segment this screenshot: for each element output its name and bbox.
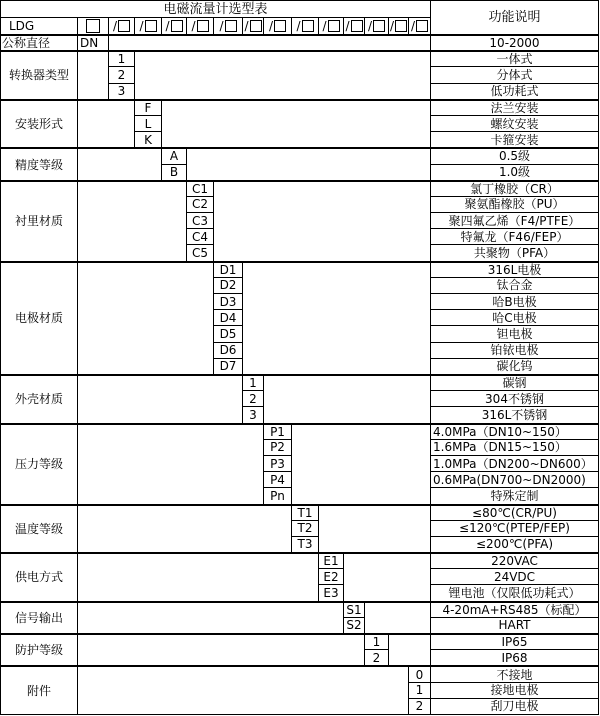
empty-cell <box>78 424 264 505</box>
empty-cell <box>78 666 409 715</box>
description-cell: ≤80℃(CR/PU) <box>431 505 599 521</box>
code-cell: 2 <box>365 650 389 666</box>
description-cell: ≤120℃(PTEP/FEP) <box>431 521 599 537</box>
description-cell: ≤200℃(PFA) <box>431 537 599 553</box>
description-cell: 316L电极 <box>431 262 599 278</box>
code-box-icon <box>171 20 183 32</box>
code-placeholder: / <box>389 18 409 35</box>
code-cell: 3 <box>243 407 264 423</box>
empty-cell <box>243 262 431 375</box>
code-box-icon <box>145 20 157 32</box>
code-box-icon <box>395 20 407 32</box>
description-cell: 卡箍安装 <box>431 132 599 148</box>
code-box-icon <box>328 20 340 32</box>
code-cell: D3 <box>214 294 243 310</box>
code-box-icon <box>250 20 262 32</box>
code-cell: P3 <box>264 456 292 472</box>
code-placeholder: / <box>187 18 214 35</box>
description-cell: 4.0MPa（DN10~150） <box>431 424 599 440</box>
code-cell: D7 <box>214 359 243 375</box>
description-cell: 钽电极 <box>431 326 599 342</box>
description-cell: 一体式 <box>431 51 599 67</box>
description-cell: 哈C电极 <box>431 310 599 326</box>
description-cell: 4-20mA+RS485（标配） <box>431 602 599 618</box>
code-cell: 0 <box>409 666 431 682</box>
code-placeholder: / <box>409 18 431 35</box>
code-box-icon <box>86 19 100 33</box>
code-cell: D6 <box>214 343 243 359</box>
empty-cell <box>78 51 109 100</box>
description-cell: 10-2000 <box>431 35 599 51</box>
empty-cell <box>389 634 431 666</box>
code-box-icon <box>351 20 363 32</box>
category-label: 电极材质 <box>1 262 78 375</box>
code-cell: B <box>162 165 187 181</box>
code-cell: D1 <box>214 262 243 278</box>
code-placeholder: / <box>214 18 243 35</box>
empty-cell <box>78 602 344 634</box>
code-cell: P2 <box>264 440 292 456</box>
description-cell: 锂电池（仅限低功耗式） <box>431 585 599 601</box>
description-cell: 1.6MPa（DN15~150） <box>431 440 599 456</box>
empty-cell <box>162 100 431 149</box>
description-cell: 碳化钨 <box>431 359 599 375</box>
description-cell: 共聚物（PFA） <box>431 245 599 261</box>
empty-cell <box>319 505 431 554</box>
description-cell: 分体式 <box>431 67 599 83</box>
code-placeholder: / <box>264 18 292 35</box>
description-cell: 特殊定制 <box>431 488 599 504</box>
empty-cell <box>78 553 319 602</box>
description-cell: 0.6MPa(DN700~DN2000) <box>431 472 599 488</box>
empty-cell <box>78 375 243 424</box>
empty-cell <box>109 35 431 51</box>
code-box-icon <box>225 20 237 32</box>
empty-cell <box>344 553 431 602</box>
code-cell: C2 <box>187 197 214 213</box>
code-placeholder: / <box>243 18 264 35</box>
code-box-icon <box>416 20 428 32</box>
code-cell: P4 <box>264 472 292 488</box>
code-cell: C5 <box>187 245 214 261</box>
model-code-cell <box>78 18 109 35</box>
description-cell: 304不锈钢 <box>431 391 599 407</box>
code-cell: 1 <box>243 375 264 391</box>
category-label: 压力等级 <box>1 424 78 505</box>
category-label: 衬里材质 <box>1 181 78 262</box>
function-column-header: 功能说明 <box>431 1 599 35</box>
code-cell: D2 <box>214 278 243 294</box>
category-label: 转换器类型 <box>1 51 78 100</box>
code-placeholder: / <box>344 18 365 35</box>
code-cell: 2 <box>109 67 135 83</box>
code-cell: E1 <box>319 553 344 569</box>
code-box-icon <box>373 20 385 32</box>
empty-cell <box>135 51 431 100</box>
category-label: 供电方式 <box>1 553 78 602</box>
code-cell: L <box>135 116 162 132</box>
description-cell: 0.5级 <box>431 148 599 164</box>
empty-cell <box>78 181 187 262</box>
description-cell: 不接地 <box>431 666 599 682</box>
code-cell: S1 <box>344 602 365 618</box>
code-cell: C4 <box>187 229 214 245</box>
category-label: 精度等级 <box>1 148 78 180</box>
code-cell: 2 <box>243 391 264 407</box>
code-cell: 1 <box>365 634 389 650</box>
description-cell: HART <box>431 618 599 634</box>
category-label: 温度等级 <box>1 505 78 554</box>
code-cell: Pn <box>264 488 292 504</box>
category-label: 公称直径 <box>1 35 78 51</box>
code-cell: K <box>135 132 162 148</box>
code-cell: 2 <box>409 699 431 715</box>
table-title: 电磁流量计选型表 <box>1 1 431 18</box>
code-cell: 1 <box>109 51 135 67</box>
description-cell: 特氟龙（F46/FEP） <box>431 229 599 245</box>
code-cell: DN <box>78 35 109 51</box>
description-cell: 聚四氟乙烯（F4/PTFE） <box>431 213 599 229</box>
empty-cell <box>214 181 431 262</box>
empty-cell <box>78 262 214 375</box>
description-cell: 低功耗式 <box>431 84 599 100</box>
description-cell: 接地电极 <box>431 683 599 699</box>
code-cell: F <box>135 100 162 116</box>
description-cell: 1.0级 <box>431 165 599 181</box>
code-cell: E2 <box>319 569 344 585</box>
code-cell: D4 <box>214 310 243 326</box>
description-cell: 聚氨酯橡胶（PU） <box>431 197 599 213</box>
description-cell: IP65 <box>431 634 599 650</box>
empty-cell <box>264 375 431 424</box>
empty-cell <box>187 148 431 180</box>
category-label: 防护等级 <box>1 634 78 666</box>
code-box-icon <box>118 20 130 32</box>
category-label: 外壳材质 <box>1 375 78 424</box>
code-placeholder: / <box>365 18 389 35</box>
code-box-icon <box>274 20 286 32</box>
description-cell: 哈B电极 <box>431 294 599 310</box>
description-cell: 氯丁橡胶（CR） <box>431 181 599 197</box>
description-cell: 220VAC <box>431 553 599 569</box>
model-prefix: LDG <box>1 18 78 35</box>
category-label: 附件 <box>1 666 78 715</box>
description-cell: 碳钢 <box>431 375 599 391</box>
code-placeholder: / <box>135 18 162 35</box>
code-cell: S2 <box>344 618 365 634</box>
empty-cell <box>78 505 292 554</box>
description-cell: 铂铱电极 <box>431 343 599 359</box>
code-cell: D5 <box>214 326 243 342</box>
description-cell: 1.0MPa（DN200~DN600） <box>431 456 599 472</box>
code-cell: C3 <box>187 213 214 229</box>
code-placeholder: / <box>162 18 187 35</box>
code-cell: A <box>162 148 187 164</box>
code-cell: T3 <box>292 537 319 553</box>
category-label: 信号输出 <box>1 602 78 634</box>
description-cell: 钛合金 <box>431 278 599 294</box>
code-placeholder: / <box>109 18 135 35</box>
description-cell: 刮刀电极 <box>431 699 599 715</box>
empty-cell <box>365 602 431 634</box>
code-cell: 3 <box>109 84 135 100</box>
code-placeholder: / <box>319 18 344 35</box>
description-cell: 法兰安装 <box>431 100 599 116</box>
code-cell: 1 <box>409 683 431 699</box>
code-cell: T2 <box>292 521 319 537</box>
code-placeholder: / <box>292 18 319 35</box>
category-label: 安装形式 <box>1 100 78 149</box>
description-cell: 24VDC <box>431 569 599 585</box>
code-cell: C1 <box>187 181 214 197</box>
code-cell: P1 <box>264 424 292 440</box>
empty-cell <box>78 148 162 180</box>
code-box-icon <box>197 20 209 32</box>
description-cell: 螺纹安装 <box>431 116 599 132</box>
empty-cell <box>78 100 135 149</box>
description-cell: IP68 <box>431 650 599 666</box>
description-cell: 316L不锈钢 <box>431 407 599 423</box>
empty-cell <box>78 634 365 666</box>
empty-cell <box>292 424 431 505</box>
code-cell: E3 <box>319 585 344 601</box>
code-box-icon <box>302 20 314 32</box>
code-cell: T1 <box>292 505 319 521</box>
